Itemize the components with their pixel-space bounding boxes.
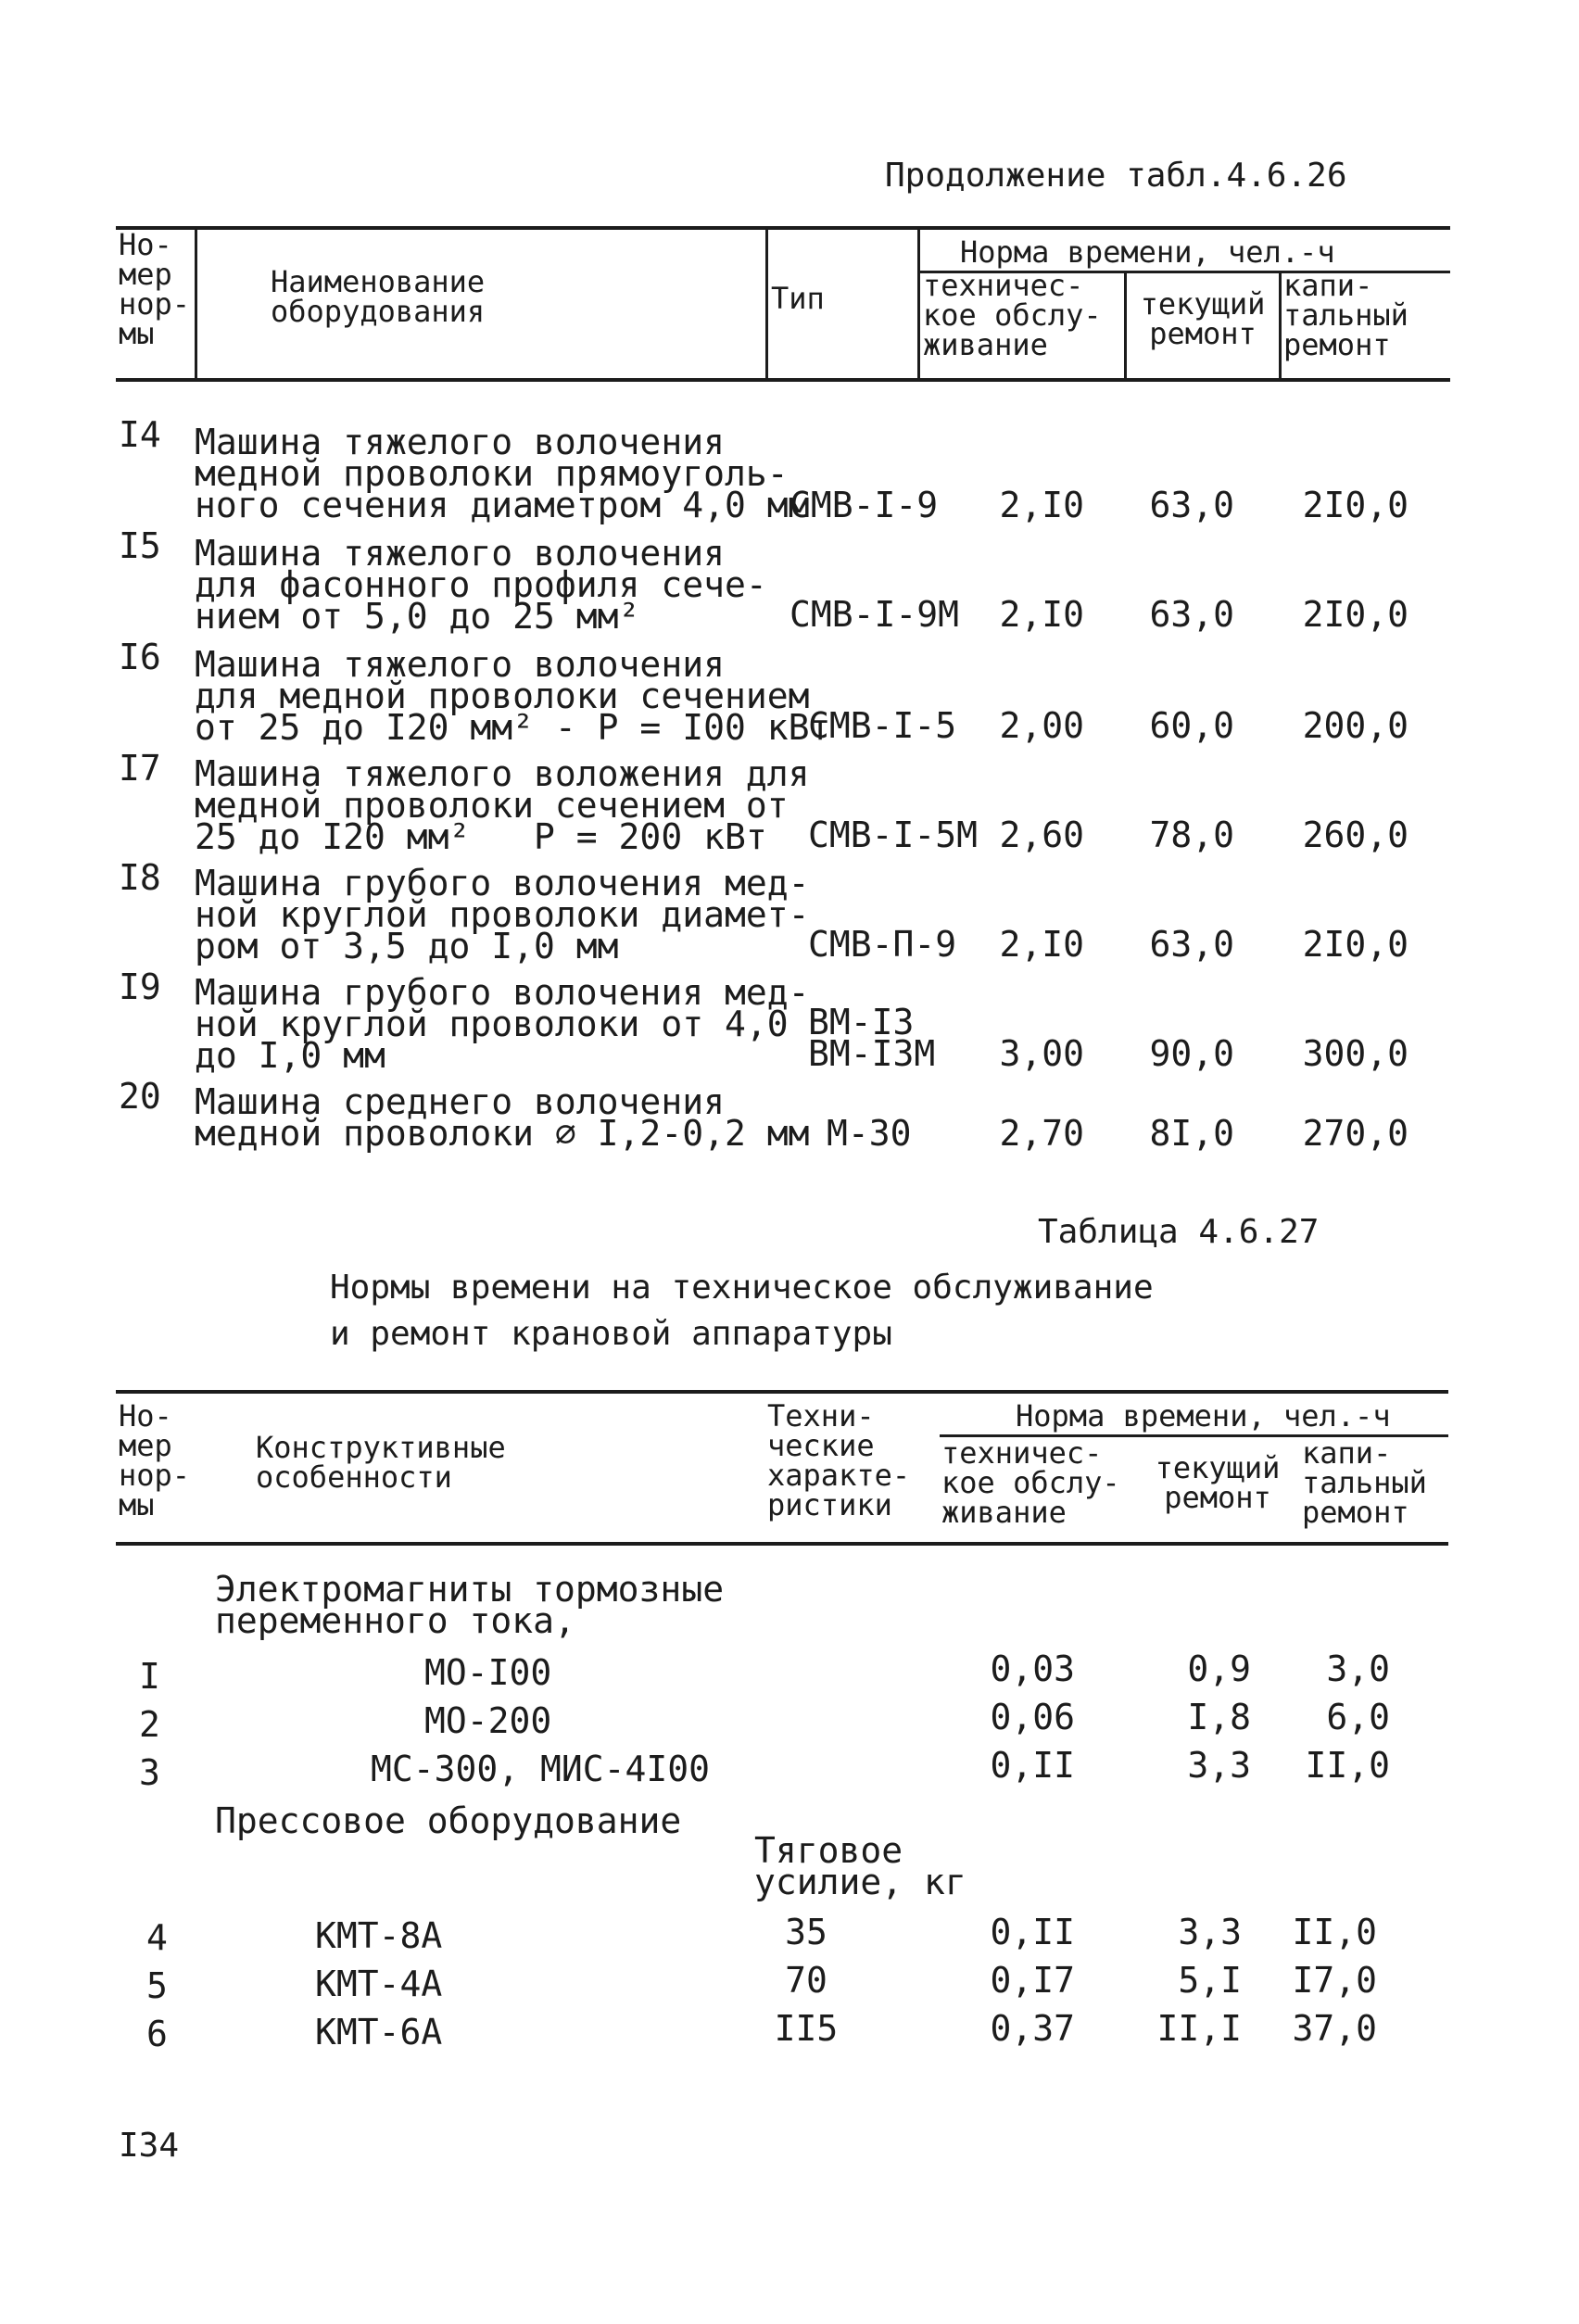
table1-col-divider-3 bbox=[917, 226, 920, 378]
row-name: МО-I00 bbox=[424, 1652, 552, 1693]
group-title-electromagnets: Электромагниты тормозные переменного тока, bbox=[215, 1569, 725, 1641]
row-number: I8 bbox=[119, 857, 161, 898]
row-number: 4 bbox=[146, 1917, 168, 1958]
row-maintenance: 2,70 bbox=[999, 1113, 1084, 1154]
table1-col-divider-4 bbox=[1124, 271, 1127, 378]
header-current-repair: текущий ремонт bbox=[1155, 1450, 1281, 1515]
header-features: Конструктивные особенности bbox=[256, 1430, 506, 1495]
row-name: КМТ-6А bbox=[315, 2012, 443, 2052]
row-name: МС-300, МИС-4I00 bbox=[371, 1749, 711, 1789]
row-capital-repair: 260,0 bbox=[1302, 815, 1408, 855]
row-number: I7 bbox=[119, 748, 161, 789]
row-current-repair: 63,0 bbox=[1149, 485, 1234, 525]
row-maintenance: 0,II bbox=[990, 1745, 1075, 1786]
row-maintenance: 2,I0 bbox=[999, 594, 1084, 635]
header-norm-group: Норма времени, чел.-ч bbox=[1016, 1398, 1391, 1434]
row-maintenance: 2,I0 bbox=[999, 924, 1084, 965]
row-capital-repair: 200,0 bbox=[1302, 705, 1408, 746]
row-maintenance: 2,I0 bbox=[999, 485, 1084, 525]
row-number: 2 bbox=[139, 1704, 160, 1745]
row-type: СМВ-I-9М bbox=[790, 594, 960, 635]
row-capital-repair: I7,0 bbox=[1292, 1960, 1377, 2001]
row-name: КМТ-8А bbox=[315, 1915, 443, 1956]
row-current-repair: 63,0 bbox=[1149, 594, 1234, 635]
row-characteristic: II5 bbox=[774, 2008, 839, 2049]
row-capital-repair: II,0 bbox=[1292, 1912, 1377, 1952]
header-number: Но- мер нор- мы bbox=[119, 1398, 191, 1522]
row-maintenance: 0,II bbox=[990, 1912, 1075, 1952]
row-number: 5 bbox=[146, 1965, 168, 2006]
row-characteristic: 35 bbox=[785, 1912, 827, 1952]
group-title-press-equipment: Прессовое оборудование bbox=[215, 1800, 682, 1841]
row-number: I4 bbox=[119, 414, 161, 455]
row-current-repair: 3,3 bbox=[1178, 1912, 1242, 1952]
row-characteristic: 70 bbox=[785, 1960, 827, 2001]
header-name: Наименование оборудования bbox=[271, 264, 486, 329]
row-type: ВМ-I3 ВМ-I3М bbox=[808, 1002, 936, 1074]
row-type: СМВ-I-9 bbox=[790, 485, 939, 525]
row-type: СМВ-I-5М bbox=[808, 815, 979, 855]
row-name: Машина грубого волочения мед- ной круглой проволоки диамет- ром от 3,5 до I,0 мм bbox=[195, 863, 810, 966]
row-current-repair: 90,0 bbox=[1149, 1033, 1234, 1074]
row-capital-repair: 37,0 bbox=[1292, 2008, 1377, 2049]
row-current-repair: II,I bbox=[1156, 2008, 1242, 2049]
row-name: Машина тяжелого воложения для медной проволоки сечением от 25 до I20 мм² Р = 200 кВт bbox=[195, 753, 810, 857]
row-name: Машина тяжелого волочения для медной проволоки сечением от 25 до I20 мм² - Р = I00 кВт bbox=[195, 644, 831, 748]
header-capital-repair: капи- тальный ремонт bbox=[1283, 268, 1408, 362]
row-name: КМТ-4А bbox=[315, 1964, 443, 2004]
row-capital-repair: 3,0 bbox=[1326, 1648, 1390, 1689]
row-number: I9 bbox=[119, 966, 161, 1007]
row-number: I5 bbox=[119, 525, 161, 566]
row-maintenance: 0,37 bbox=[990, 2008, 1075, 2049]
row-capital-repair: II,0 bbox=[1305, 1745, 1390, 1786]
row-maintenance: 0,06 bbox=[990, 1697, 1075, 1737]
row-capital-repair: 6,0 bbox=[1326, 1697, 1390, 1737]
row-name: Машина тяжелого волочения для фасонного профиля сече- нием от 5,0 до 25 мм² bbox=[195, 533, 767, 637]
row-name: МО-200 bbox=[424, 1700, 552, 1741]
table1-col-divider-1 bbox=[195, 226, 197, 378]
header-maintenance: техничес- кое обслу- живание bbox=[941, 1435, 1120, 1530]
table-caption-line-2: и ремонт крановой аппаратуры bbox=[330, 1315, 892, 1353]
row-maintenance: 2,60 bbox=[999, 815, 1084, 855]
row-number: I6 bbox=[119, 637, 161, 677]
header-characteristics: Техни- ческие характе- ристики bbox=[767, 1398, 911, 1522]
row-number: I bbox=[139, 1656, 160, 1697]
row-current-repair: 63,0 bbox=[1149, 924, 1234, 965]
table1-header-bottom-rule bbox=[116, 378, 1450, 382]
header-current-repair: текущий ремонт bbox=[1140, 286, 1266, 351]
row-name: Машина грубого волочения мед- ной круглой проволоки от 4,0 до I,0 мм bbox=[195, 972, 810, 1076]
header-number: Но- мер нор- мы bbox=[119, 227, 191, 351]
row-name: Машина тяжелого волочения медной проволоки прямоуголь- ного сечения диаметром 4,0 мм bbox=[195, 422, 810, 525]
row-current-repair: 60,0 bbox=[1149, 705, 1234, 746]
table1-col-divider-2 bbox=[765, 226, 768, 378]
table1-col-divider-5 bbox=[1279, 271, 1282, 378]
row-current-repair: 78,0 bbox=[1149, 815, 1234, 855]
header-maintenance: техничес- кое обслу- живание bbox=[923, 268, 1102, 362]
row-maintenance: 0,03 bbox=[990, 1648, 1075, 1689]
row-current-repair: 0,9 bbox=[1187, 1648, 1251, 1689]
row-maintenance: 0,I7 bbox=[990, 1960, 1075, 2001]
row-maintenance: 2,00 bbox=[999, 705, 1084, 746]
row-number: 3 bbox=[139, 1752, 160, 1793]
header-norm-group: Норма времени, чел.-ч bbox=[960, 234, 1335, 270]
table-caption-line-1: Нормы времени на техническое обслуживание bbox=[330, 1269, 1154, 1307]
table1-top-rule bbox=[116, 226, 1450, 230]
row-maintenance: 3,00 bbox=[999, 1033, 1084, 1074]
table-label: Таблица 4.6.27 bbox=[1038, 1213, 1320, 1251]
row-current-repair: 5,I bbox=[1178, 1960, 1242, 2001]
group-characteristic-header: Тяговое усилие, кг bbox=[754, 1830, 966, 1902]
header-type: Тип bbox=[771, 281, 825, 316]
row-capital-repair: 2I0,0 bbox=[1302, 485, 1408, 525]
row-number: 6 bbox=[146, 2014, 168, 2054]
row-capital-repair: 270,0 bbox=[1302, 1113, 1408, 1154]
row-type: СМВ-П-9 bbox=[808, 924, 957, 965]
table2-top-rule bbox=[116, 1390, 1448, 1394]
table2-header-bottom-rule bbox=[116, 1542, 1448, 1546]
page-number: I34 bbox=[119, 2127, 180, 2165]
row-current-repair: 8I,0 bbox=[1149, 1113, 1234, 1154]
row-capital-repair: 2I0,0 bbox=[1302, 924, 1408, 965]
row-name: Машина среднего волочения медной проволоки ∅ I,2-0,2 мм bbox=[195, 1081, 810, 1154]
header-capital-repair: капи- тальный ремонт bbox=[1302, 1435, 1427, 1530]
row-current-repair: I,8 bbox=[1187, 1697, 1251, 1737]
row-capital-repair: 2I0,0 bbox=[1302, 594, 1408, 635]
row-capital-repair: 300,0 bbox=[1302, 1033, 1408, 1074]
row-current-repair: 3,3 bbox=[1187, 1745, 1251, 1786]
row-type: М-30 bbox=[827, 1113, 912, 1154]
row-number: 20 bbox=[119, 1076, 161, 1117]
row-type: СМВ-I-5 bbox=[808, 705, 957, 746]
continuation-title: Продолжение табл.4.6.26 bbox=[885, 157, 1347, 195]
